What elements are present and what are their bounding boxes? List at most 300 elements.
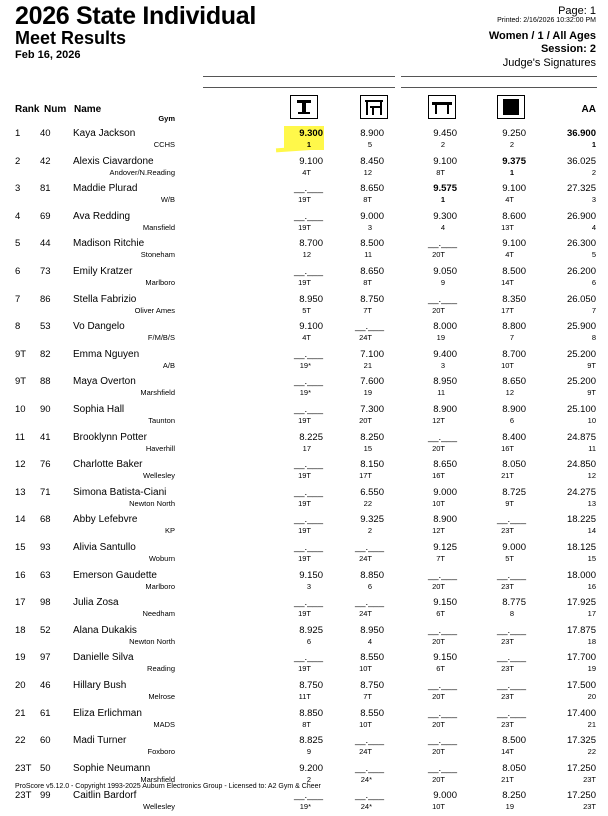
athlete-name: Julia Zosa [73, 597, 119, 609]
result-row [0, 705, 608, 734]
ub-score: 8.750 [360, 680, 384, 691]
meet-date: Feb 16, 2026 [15, 49, 81, 61]
fx-score: 8.700 [502, 348, 526, 360]
bb-place: 6T [436, 664, 445, 674]
fx-score: __.___ [496, 569, 526, 581]
aa-score: 17.925 [566, 597, 596, 609]
judges-signatures-label: Judge's Signatures [502, 57, 596, 69]
bb-score: 9.150 [433, 597, 457, 609]
gym-name: Melrose [148, 692, 175, 701]
result-row [0, 732, 608, 761]
bb-place: 8T [436, 167, 445, 177]
fx-place: 10T [501, 360, 514, 370]
ub-score: 8.900 [360, 128, 384, 139]
result-row [0, 677, 608, 706]
ub-place: 7T [363, 305, 372, 315]
aa-place: 22 [587, 747, 596, 757]
bb-score: 9.150 [433, 652, 457, 664]
fx-score: 9.000 [502, 542, 526, 553]
competitor-number: 42 [40, 155, 51, 167]
result-row [0, 594, 608, 623]
gym-name: MADS [153, 719, 175, 729]
ub-score: __.___ [354, 762, 384, 774]
bb-score: __.___ [427, 431, 457, 443]
competitor-number: 71 [40, 486, 51, 498]
ub-score: 8.650 [360, 183, 384, 195]
bb-place: 7T [436, 554, 445, 563]
fx-score: 8.250 [502, 790, 526, 802]
bb-place: 20T [432, 581, 445, 591]
bb-score: __.___ [427, 293, 457, 305]
athlete-name: Alexis Ciavardone [73, 155, 154, 167]
fx-score: 8.650 [502, 376, 526, 388]
fx-place: 23T [501, 636, 514, 646]
competitor-number: 46 [40, 680, 51, 691]
aa-score: 36.025 [566, 155, 596, 167]
group-label: Women / 1 / All Ages [488, 30, 596, 42]
ub-score: 9.000 [360, 210, 384, 222]
vt-score: __.___ [293, 486, 323, 498]
column-header-num: Num [44, 104, 67, 115]
rank-cell: 10 [15, 404, 26, 415]
bb-place: 2 [440, 140, 445, 149]
athlete-name: Danielle Silva [73, 652, 134, 664]
bb-place: 1 [440, 195, 445, 205]
signature-line [203, 87, 395, 88]
fx-place: 12 [505, 388, 514, 398]
ub-place: 4 [367, 636, 372, 646]
aa-place: 23T [583, 774, 596, 784]
gym-name: Marshfield [140, 774, 175, 784]
vt-place: 4T [302, 167, 311, 177]
vt-place: 19T [298, 526, 311, 536]
fx-score: 8.900 [502, 404, 526, 415]
vt-place: 17 [302, 443, 311, 453]
aa-place: 4 [591, 222, 596, 232]
result-row [0, 429, 608, 458]
vt-score: 8.225 [299, 431, 323, 443]
aa-place: 6 [591, 278, 596, 287]
competitor-number: 44 [40, 238, 51, 250]
ub-place: 5 [367, 140, 372, 149]
vt-place: 19* [299, 388, 311, 398]
rank-cell: 4 [15, 210, 21, 222]
vt-place: 8T [302, 719, 311, 729]
competitor-number: 98 [40, 597, 51, 609]
ub-score: 8.950 [360, 624, 384, 636]
aa-score: 26.900 [566, 210, 596, 222]
gym-name: F/M/B/S [147, 333, 175, 343]
competitor-number: 40 [40, 128, 51, 139]
result-row [0, 539, 608, 568]
fx-place: 4T [505, 250, 514, 260]
aa-score: 25.100 [566, 404, 596, 415]
vt-place: 11T [298, 692, 311, 701]
gym-name: Haverhill [145, 443, 175, 453]
rank-cell: 6 [15, 266, 21, 277]
gym-name: CCHS [153, 140, 175, 149]
bb-place: 20T [432, 774, 445, 784]
fx-place: 6 [509, 416, 514, 425]
fx-place: 2 [509, 140, 514, 149]
vt-place: 1 [306, 140, 311, 149]
vt-score: __.___ [293, 459, 323, 471]
vt-place: 19T [298, 554, 311, 563]
rank-cell: 20 [15, 680, 26, 691]
printed-timestamp: Printed: 2/16/2026 10:32:00 PM [497, 17, 596, 24]
competitor-number: 82 [40, 348, 51, 360]
fx-place: 23T [501, 526, 514, 536]
fx-place: 23T [501, 719, 514, 729]
rank-cell: 12 [15, 459, 26, 471]
ub-place: 8T [363, 278, 372, 287]
column-header-gym: Gym [158, 114, 175, 123]
rank-cell: 11 [15, 431, 25, 443]
fx-score: __.___ [496, 514, 526, 526]
vt-score: 8.750 [299, 680, 323, 691]
bb-score: 9.125 [433, 542, 457, 553]
ub-score: __.___ [354, 542, 384, 553]
bb-score: 8.950 [433, 376, 457, 388]
competitor-number: 97 [40, 652, 51, 664]
athlete-name: Alana Dukakis [73, 624, 137, 636]
result-row [0, 511, 608, 540]
gym-name: Marshfield [140, 388, 175, 398]
session-label: Session: 2 [540, 43, 596, 55]
competitor-number: 61 [40, 707, 51, 719]
result-row [0, 622, 608, 651]
bb-score: __.___ [427, 707, 457, 719]
result-row [0, 235, 608, 264]
aa-place: 7 [591, 305, 596, 315]
gym-name: Marlboro [145, 278, 175, 287]
result-row [0, 125, 608, 154]
fx-place: 17T [501, 305, 514, 315]
ub-place: 10T [359, 664, 372, 674]
fx-score: 8.050 [502, 762, 526, 774]
vt-place: 6 [306, 636, 311, 646]
signature-line [203, 76, 395, 77]
rank-cell: 9T [15, 376, 27, 388]
vt-score: __.___ [293, 790, 323, 802]
bb-place: 20T [432, 443, 445, 453]
gym-name: Reading [147, 664, 175, 674]
rank-cell: 22 [15, 735, 26, 747]
result-row [0, 787, 608, 816]
ub-place: 12 [363, 167, 372, 177]
column-header-rank: Rank [15, 104, 40, 115]
athlete-name: Alivia Santullo [73, 542, 136, 553]
bb-place: 20T [432, 747, 445, 757]
uneven-bars-icon [360, 95, 388, 119]
vt-place: 19T [298, 664, 311, 674]
aa-place: 21 [587, 719, 596, 729]
vt-place: 2 [306, 774, 311, 784]
bb-score: 9.000 [433, 486, 457, 498]
fx-place: 21T [501, 774, 514, 784]
rank-cell: 18 [15, 624, 26, 636]
gym-name: Oliver Ames [134, 305, 175, 315]
athlete-name: Madison Ritchie [73, 238, 145, 250]
aa-score: 17.500 [566, 680, 596, 691]
aa-place: 1 [591, 140, 596, 149]
fx-place: 21T [501, 471, 514, 481]
result-row [0, 180, 608, 209]
vt-score: __.___ [293, 597, 323, 609]
vt-score: __.___ [293, 404, 323, 415]
column-header-aa: AA [581, 104, 596, 115]
gym-name: Marlboro [145, 581, 175, 591]
ub-score: 7.300 [360, 404, 384, 415]
bb-place: 6T [436, 609, 445, 619]
aa-place: 9T [587, 388, 596, 398]
bb-place: 11 [437, 388, 445, 398]
bb-score: __.___ [427, 762, 457, 774]
bb-score: __.___ [427, 624, 457, 636]
gym-name: Stoneham [140, 250, 175, 260]
footer-copyright: ProScore v5.12.0 - Copyright 1993-2025 Auburn Electronics Group - Licensed to: A2 Gym & Cheer [15, 783, 321, 790]
competitor-number: 41 [40, 431, 51, 443]
ub-place: 20T [359, 416, 372, 425]
competitor-number: 93 [40, 542, 51, 553]
athlete-name: Sophie Neumann [73, 762, 151, 774]
bb-score: 9.450 [433, 128, 457, 139]
result-row [0, 484, 608, 513]
ub-score: 8.450 [360, 155, 384, 167]
competitor-number: 53 [40, 321, 51, 333]
fx-score: 9.100 [502, 238, 526, 250]
gym-name: Needham [142, 609, 175, 619]
vt-place: 19T [298, 498, 311, 508]
vt-place: 4T [302, 333, 311, 343]
vt-score: 8.825 [299, 735, 323, 747]
fx-place: 19 [505, 802, 514, 812]
aa-score: 24.875 [566, 431, 596, 443]
fx-score: 9.375 [502, 155, 526, 167]
rank-cell: 8 [15, 321, 21, 333]
bb-score: __.___ [427, 735, 457, 747]
ub-score: 7.100 [360, 348, 384, 360]
competitor-number: 63 [40, 569, 51, 581]
ub-place: 19 [363, 388, 372, 398]
vt-place: 19T [298, 222, 311, 232]
page-number: Page: 1 [558, 5, 596, 17]
athlete-name: Abby Lefebvre [73, 514, 138, 526]
ub-score: 8.650 [360, 266, 384, 277]
fx-score: 8.400 [502, 431, 526, 443]
ub-place: 11 [364, 250, 372, 260]
vt-place: 19T [298, 416, 311, 425]
aa-score: 17.250 [566, 762, 596, 774]
ub-place: 24T [359, 554, 372, 563]
vt-score: __.___ [293, 542, 323, 553]
athlete-name: Ava Redding [73, 210, 131, 222]
ub-place: 24T [359, 333, 372, 343]
bb-score: 8.000 [433, 321, 457, 333]
result-row [0, 401, 608, 430]
vt-score: 9.300 [299, 128, 323, 139]
vt-score: __.___ [293, 376, 323, 388]
aa-score: 17.700 [566, 652, 596, 664]
bb-place: 20T [432, 692, 445, 701]
athlete-name: Maddie Plurad [73, 183, 138, 195]
vt-place: 19T [298, 471, 311, 481]
result-row [0, 153, 608, 182]
ub-score: 8.150 [360, 459, 384, 471]
gym-name: Wellesley [143, 471, 175, 481]
aa-score: 24.850 [566, 459, 596, 471]
signature-line [401, 87, 597, 88]
vt-score: 8.925 [299, 624, 323, 636]
result-row [0, 373, 608, 402]
athlete-name: Brooklynn Potter [73, 431, 147, 443]
aa-place: 18 [587, 636, 596, 646]
ub-score: 8.500 [360, 238, 384, 250]
rank-cell: 16 [15, 569, 26, 581]
ub-place: 24T [359, 609, 372, 619]
rank-cell: 14 [15, 514, 26, 526]
fx-place: 8 [509, 609, 514, 619]
aa-place: 20 [587, 692, 596, 701]
competitor-number: 73 [40, 266, 51, 277]
fx-score: 8.725 [502, 486, 526, 498]
aa-score: 25.900 [566, 321, 596, 333]
result-row [0, 649, 608, 678]
ub-score: __.___ [354, 597, 384, 609]
result-row [0, 456, 608, 485]
competitor-number: 86 [40, 293, 51, 305]
vt-place: 5T [302, 305, 311, 315]
fx-place: 14T [501, 278, 514, 287]
bb-place: 3 [440, 360, 445, 370]
fx-place: 5T [505, 554, 514, 563]
ub-place: 24T [359, 747, 372, 757]
bb-score: 8.900 [433, 404, 457, 415]
signature-line [401, 76, 597, 77]
vt-place: 19* [299, 802, 311, 812]
vt-score: __.___ [293, 210, 323, 222]
bb-place: 10T [432, 498, 445, 508]
result-row [0, 208, 608, 237]
aa-place: 13 [587, 498, 596, 508]
gym-name: Mansfield [142, 222, 175, 232]
ub-score: 8.250 [360, 431, 384, 443]
fx-place: 13T [501, 222, 514, 232]
bb-place: 20T [432, 250, 445, 260]
aa-place: 17 [587, 609, 596, 619]
bb-place: 4 [440, 222, 445, 232]
result-row [0, 318, 608, 347]
aa-score: 17.400 [566, 707, 596, 719]
aa-place: 9T [587, 360, 596, 370]
bb-place: 12T [432, 526, 445, 536]
ub-place: 10T [359, 719, 372, 729]
aa-score: 36.900 [566, 128, 596, 139]
gym-name: KP [164, 526, 175, 536]
ub-place: 15 [363, 443, 372, 453]
competitor-number: 99 [40, 790, 51, 802]
balance-beam-icon [428, 95, 456, 119]
competitor-number: 76 [40, 459, 51, 471]
rank-cell: 9T [15, 348, 27, 360]
result-row [0, 263, 608, 292]
ub-place: 21 [363, 360, 372, 370]
fx-score: __.___ [496, 680, 526, 691]
gym-name: Taunton [148, 416, 175, 425]
bb-place: 9 [440, 278, 445, 287]
aa-score: 18.225 [566, 514, 596, 526]
bb-score: 9.300 [433, 210, 457, 222]
fx-place: 14T [501, 747, 514, 757]
aa-place: 8 [591, 333, 596, 343]
fx-score: 8.500 [502, 266, 526, 277]
vt-place: 3 [306, 581, 311, 591]
aa-place: 2 [591, 167, 596, 177]
ub-place: 3 [367, 222, 372, 232]
bb-score: __.___ [427, 238, 457, 250]
aa-score: 25.200 [566, 348, 596, 360]
gym-name: Wellesley [143, 802, 175, 812]
result-row [0, 567, 608, 596]
ub-score: __.___ [354, 790, 384, 802]
bb-score: 9.400 [433, 348, 457, 360]
ub-score: 8.750 [360, 293, 384, 305]
aa-score: 27.325 [566, 183, 596, 195]
competitor-number: 52 [40, 624, 51, 636]
fx-place: 7 [509, 333, 514, 343]
competitor-number: 90 [40, 404, 51, 415]
aa-place: 16 [587, 581, 596, 591]
athlete-name: Charlotte Baker [73, 459, 143, 471]
competitor-number: 81 [40, 183, 51, 195]
fx-place: 9T [505, 498, 514, 508]
vt-place: 19T [298, 278, 311, 287]
vt-place: 19T [298, 609, 311, 619]
vt-score: 9.200 [299, 762, 323, 774]
bb-place: 19 [436, 333, 445, 343]
vt-place: 19T [298, 195, 311, 205]
rank-cell: 15 [15, 542, 26, 553]
fx-score: 9.250 [502, 128, 526, 139]
athlete-name: Sophia Hall [73, 404, 125, 415]
ub-score: __.___ [354, 735, 384, 747]
athlete-name: Emma Nguyen [73, 348, 140, 360]
gym-name: Foxboro [147, 747, 175, 757]
vt-score: 9.100 [299, 155, 323, 167]
vt-place: 19* [299, 360, 311, 370]
fx-place: 23T [501, 664, 514, 674]
ub-score: 7.600 [360, 376, 384, 388]
competitor-number: 68 [40, 514, 51, 526]
aa-score: 25.200 [566, 376, 596, 388]
aa-place: 10 [587, 416, 596, 425]
athlete-name: Simona Batista-Ciani [73, 486, 167, 498]
floor-exercise-icon [497, 95, 525, 119]
aa-score: 26.300 [566, 238, 596, 250]
fx-score: 8.800 [502, 321, 526, 333]
competitor-number: 60 [40, 735, 51, 747]
gym-name: Newton North [129, 636, 175, 646]
athlete-name: Emerson Gaudette [73, 569, 157, 581]
vt-score: 9.100 [299, 321, 323, 333]
athlete-name: Stella Fabrizio [73, 293, 137, 305]
ub-score: 8.550 [360, 652, 384, 664]
aa-place: 12 [587, 471, 596, 481]
bb-place: 20T [432, 719, 445, 729]
athlete-name: Hillary Bush [73, 680, 127, 691]
rank-cell: 17 [15, 597, 26, 609]
result-row [0, 291, 608, 320]
